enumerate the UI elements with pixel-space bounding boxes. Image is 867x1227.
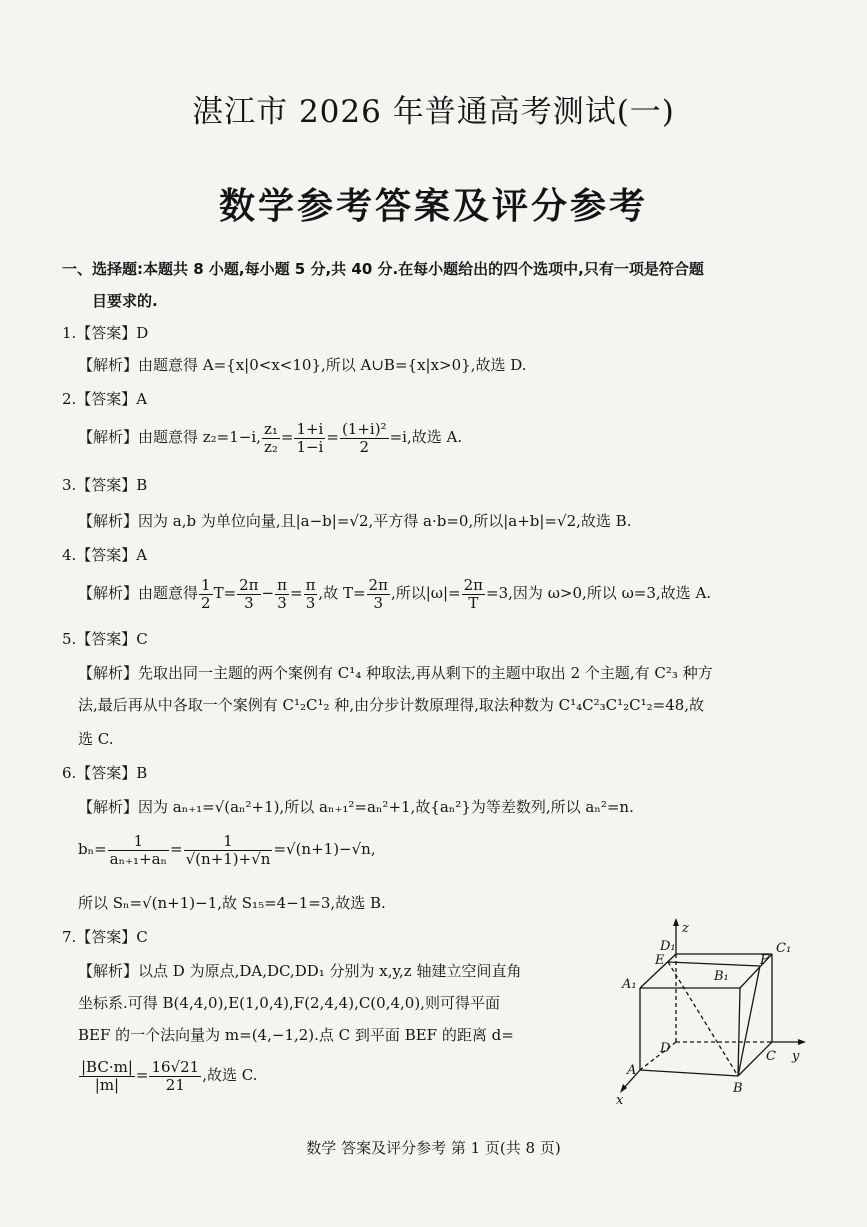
q2-fraction-2: $\frac{1+i}{1-i}$ (296, 419, 324, 456)
q4-text-pre: 【解析】由题意得 (78, 584, 199, 602)
q5-explanation-line1: 【解析】先取出同一主题的两个案例有 C¹₄ 种取法,再从剩下的主题中取出 2 个主题,有 C²₃ 种方 (78, 664, 713, 682)
q5-explanation-line3: 选 C. (78, 730, 114, 748)
page-footer: 数学 答案及评分参考 第 1 页(共 8 页) (306, 1139, 561, 1157)
q7-answer: 7.【答案】C (62, 928, 148, 946)
label-a1: A₁ (622, 977, 637, 992)
q4-fraction-3: $\frac{\pi}{3}$ (277, 575, 287, 612)
q1-explanation: 【解析】由题意得 A={x|0<x<10},所以 A∪B={x|x>0},故选 D. (78, 356, 527, 374)
label-c: C (766, 1049, 776, 1064)
segment-e-f (668, 962, 760, 966)
y-axis-arrow (798, 1039, 806, 1045)
q4-fraction-2: $\frac{2\pi}{3}$ (239, 575, 259, 612)
q5-answer: 5.【答案】C (62, 630, 148, 648)
q2-text-pre: 【解析】由题意得 z₂=1−i, (78, 428, 261, 446)
q4-fraction-1: $\frac{1}{2}$ (201, 575, 211, 612)
section-heading-line2: 目要求的. (92, 292, 158, 310)
q6-explanation-bn: bₙ= $\frac{1}{\text{aₙ₊₁+aₙ}}$ = $\frac{1}{√(n+1)+√n}$ =√(n+1)−√n, (78, 831, 376, 868)
label-a: A (627, 1063, 637, 1078)
q4-text-mid2: ,故 T= (318, 584, 366, 602)
q6-explanation-line3: 所以 Sₙ=√(n+1)−1,故 S₁₅=4−1=3,故选 B. (78, 894, 386, 912)
q4-explanation: 【解析】由题意得 $\frac{1}{2}$ T= $\frac{2\pi}{3}$ − $\frac{\pi}{3}$ = $\frac{\pi}{3}$ ,故 T= $\frac{2\pi}{3}$ ,所以|ω|= $\frac{2\pi}{T}$ =3,因为 ω>0,所以 ω=3,故选 A. (78, 575, 712, 612)
edge-a-b (640, 1070, 738, 1076)
edge-b1-b (738, 988, 740, 1076)
q3-explanation: 【解析】因为 a,b 为单位向量,且|a−b|=√2,平方得 a·b=0,所以|a+b|=√2,故选 B. (78, 512, 632, 530)
q2-fraction-3: $\frac{\text{(1+i)²}}{2}$ (341, 419, 387, 456)
label-b: B (733, 1081, 743, 1096)
q4-fraction-5: $\frac{2\pi}{3}$ (368, 575, 388, 612)
label-b1: B₁ (714, 969, 729, 984)
q6-bn-label: bₙ= (78, 840, 107, 858)
section-heading-line1: 一、选择题:本题共 8 小题,每小题 5 分,共 40 分.在每小题给出的四个选项中,只有一项是符合题 (62, 260, 704, 278)
q6-bn-result: =√(n+1)−√n, (273, 840, 376, 858)
q2-explanation: 【解析】由题意得 z₂=1−i, $\frac{\text{z₁}}{\text{z₂}}$ = $\frac{1+i}{1-i}$ = $\frac{\text{(1+i)²}}{2}$ =i,故选 A. (78, 419, 463, 456)
label-x: x (616, 1093, 624, 1108)
z-axis-arrow (673, 918, 679, 926)
q5-explanation-line2: 法,最后再从中各取一个案例有 C¹₂C¹₂ 种,由分步计数原理得,取法种数为 C¹₄C²₃C¹₂C¹₂=48,故 (78, 696, 705, 714)
label-d1: D₁ (660, 939, 676, 954)
q7-text-post: ,故选 C. (202, 1066, 258, 1084)
q4-text-post: =3,因为 ω>0,所以 ω=3,故选 A. (486, 584, 712, 602)
label-e: E (655, 953, 665, 968)
label-y: y (792, 1049, 800, 1064)
q6-fraction-1: $\frac{1}{\text{aₙ₊₁+aₙ}}$ (109, 831, 168, 868)
q4-text-mid3: ,所以|ω|= (390, 584, 461, 602)
q4-answer: 4.【答案】A (62, 546, 148, 564)
q4-text-mid1: T= (213, 584, 237, 602)
q6-fraction-2: $\frac{1}{√(n+1)+√n}$ (185, 831, 271, 868)
q4-fraction-6: $\frac{2\pi}{T}$ (463, 575, 484, 612)
q2-fraction-1: $\frac{\text{z₁}}{\text{z₂}}$ (263, 419, 278, 456)
q7-fraction-2: $\frac{16√21}{21}$ (151, 1057, 200, 1094)
q3-answer: 3.【答案】B (62, 476, 148, 494)
q6-answer: 6.【答案】B (62, 764, 148, 782)
label-d: D (660, 1041, 671, 1056)
q7-explanation-line3: BEF 的一个法向量为 m=(4,−1,2).点 C 到平面 BEF 的距离 d= (78, 1026, 514, 1044)
q7-explanation-line1: 【解析】以点 D 为原点,DA,DC,DD₁ 分别为 x,y,z 轴建立空间直角 (78, 962, 522, 980)
q1-answer: 1.【答案】D (62, 324, 149, 342)
q7-fraction-1: $\frac{|BC\cdot m|}{|m|}$ (81, 1057, 133, 1094)
q7-explanation-distance: $\frac{|BC\cdot m|}{|m|}$ = $\frac{16√21}{21}$ ,故选 C. (81, 1057, 258, 1094)
q4-fraction-4: $\frac{\pi}{3}$ (305, 575, 316, 612)
label-z: z (682, 921, 689, 936)
segment-f-b (738, 966, 760, 1076)
label-f: F (760, 953, 770, 968)
q6-explanation-line1: 【解析】因为 aₙ₊₁=√(aₙ²+1),所以 aₙ₊₁²=aₙ²+1,故{aₙ²}为等差数列,所以 aₙ²=n. (78, 798, 634, 816)
q2-text-post: =i,故选 A. (389, 428, 463, 446)
cube-coordinate-figure (600, 918, 810, 1108)
label-c1: C₁ (776, 941, 792, 956)
q2-answer: 2.【答案】A (62, 390, 148, 408)
exam-title: 湛江市 2026 年普通高考测试(一) (192, 94, 675, 130)
edge-d-a (640, 1042, 676, 1070)
q7-explanation-line2: 坐标系.可得 B(4,4,0),E(1,0,4),F(2,4,4),C(0,4,0),则可得平面 (78, 994, 500, 1012)
document-subtitle: 数学参考答案及评分参考 (218, 186, 648, 227)
